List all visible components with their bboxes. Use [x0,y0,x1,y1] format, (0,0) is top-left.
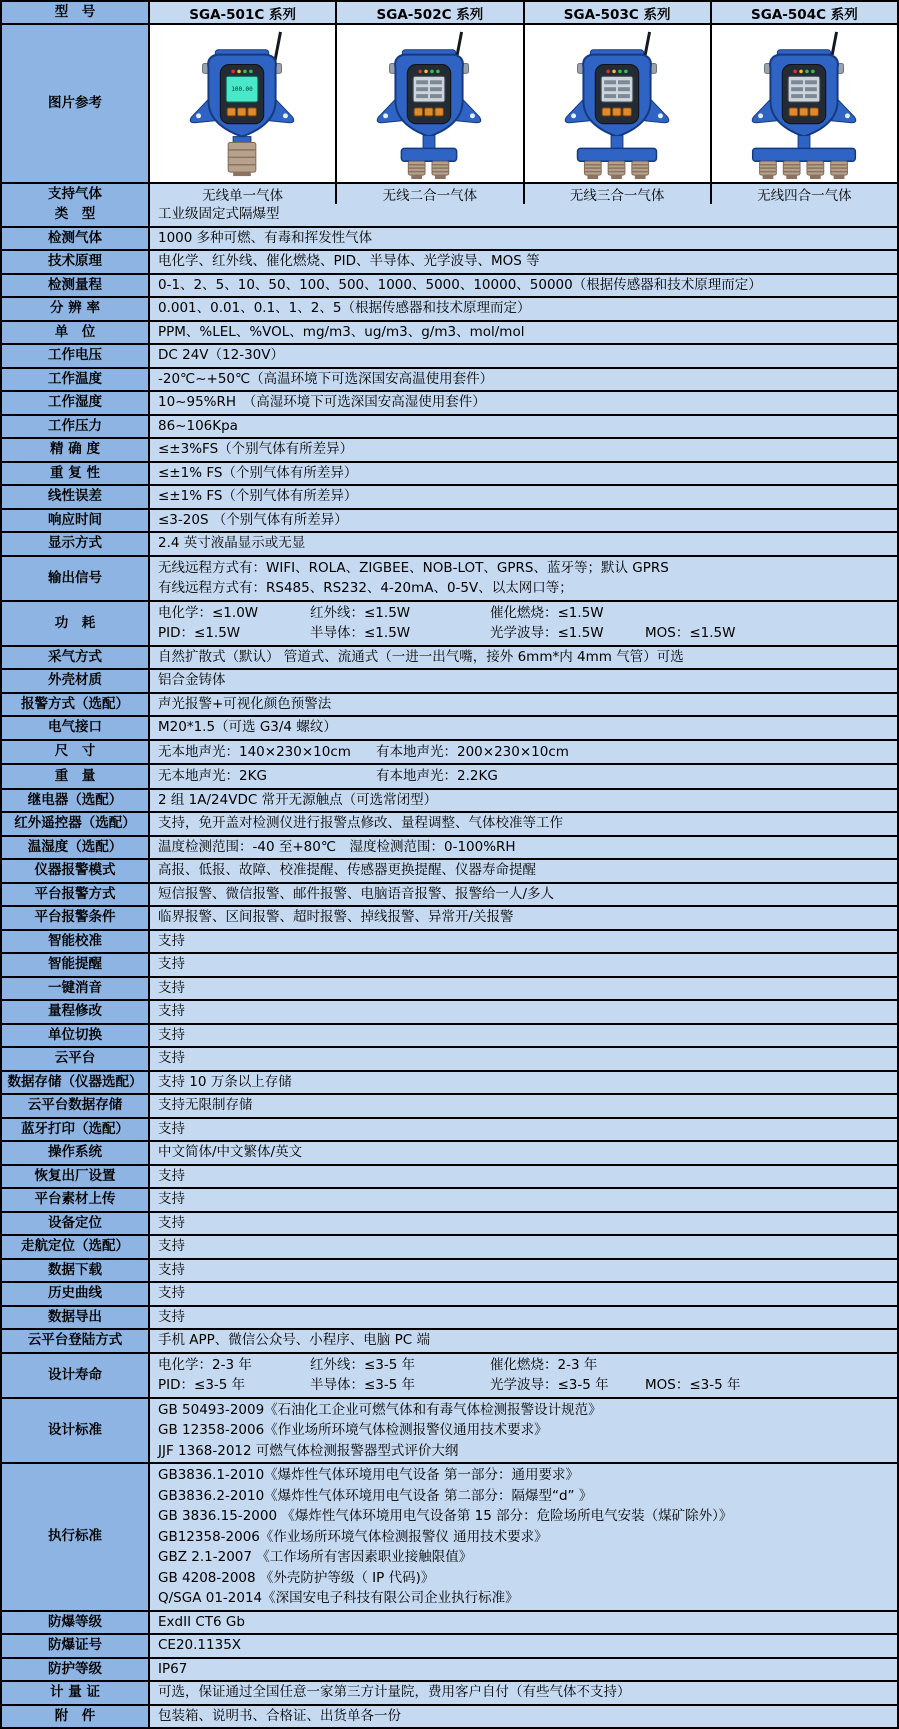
table-row [2,952,897,976]
row-value-text: 高报、低报、故障、校准提醒、传感器更换提醒、仪器寿命提醒 [158,862,536,878]
row-label: 恢复出厂设置 [2,1166,150,1188]
table-row [2,811,897,835]
row-value [150,1048,897,1070]
row-label: 云平台登陆方式 [2,1330,150,1352]
row-value-text: 手机 APP、微信公众号、小程序、电脑 PC 端 [158,1332,430,1348]
row-value-line [158,1375,891,1396]
row-value-segment: 电化学：≤1.0W [158,604,259,621]
row-label: 单位切换 [2,1025,150,1047]
support-gas-row [2,182,897,204]
row-value-text: 2.4 英寸液晶显示或无显 [158,535,306,551]
table-row [2,858,897,882]
row-value-text: 中文简体/中文繁体/英文 [158,1144,303,1160]
table-row [2,461,897,485]
row-value-text: 自然扩散式（默认） 管道式、流通式（一进一出气嘴，接外 6mm*内 4mm 气管）可选 [158,648,684,665]
row-label: 设计寿命 [2,1354,150,1397]
row-value-text: ExdII CT6 Gb [158,1613,245,1630]
row-value [150,1166,897,1188]
table-row [2,343,897,367]
row-value [150,931,897,953]
table-row [2,1164,897,1188]
table-row [2,1704,897,1728]
row-value-segment: 光学波导：≤3-5 年 [490,1377,609,1393]
row-value-segment: 半导体：≤3-5 年 [310,1377,416,1393]
table-row [2,668,897,692]
row-label: 工作电压 [2,345,150,367]
row-label: 云平台 [2,1048,150,1070]
row-value-segment: PID：≤1.5W [158,625,241,641]
row-value-segment: PID：≤3-5 年 [158,1377,246,1393]
row-label: 数据下载 [2,1260,150,1282]
row-value-segment: 催化燃烧：≤1.5W [490,604,604,621]
row-label: 云平台数据存储 [2,1095,150,1117]
support-gas-cell: 无线三合一气体 [523,184,710,204]
row-value-line: GB 50493-2009《石油化工企业可燃气体和有毒气体检测报警设计规范》 [158,1401,602,1418]
row-value-line: 有线远程方式有：RS485、RS232、4-20mA、0-5V、以太网口等； [158,580,573,596]
table-row [2,1305,897,1329]
table-row [2,273,897,297]
row-value [150,416,897,438]
row-value [150,533,897,555]
row-label: 分 辨 率 [2,298,150,320]
row-value-text: 支持无限制存储 [158,1097,253,1113]
table-row [2,1633,897,1657]
row-value [150,439,897,461]
row-value-text: ≤±1% FS（个别气体有所差异） [158,488,358,504]
table-header-row [2,2,897,23]
gas-detector-icon [337,26,522,181]
row-value-line: GB 3836.15-2000 《爆炸性气体环境用电气设备第 15 部分：危险场所电气安装（煤矿除外）》 [158,1508,733,1524]
row-label: 量程修改 [2,1001,150,1023]
row-value-line: GB3836.1-2010《爆炸性气体环境用电气设备 第一部分：通用要求》 [158,1467,579,1483]
product-image-sga-502c [335,25,522,182]
row-value-line: 无线远程方式有：WIFI、ROLA、ZIGBEE、NOB-LOT、GPRS、蓝牙等；默认 GPRS [158,559,669,576]
table-row [2,367,897,391]
row-value [150,1142,897,1164]
row-value-line: GB 12358-2006《作业场所环境气体检测报警仪通用技术要求》 [158,1422,548,1438]
row-value-line: GBZ 2.1-2007 《工作场所有害因素职业接触限值》 [158,1549,473,1565]
row-value [150,486,897,508]
row-label: 线性误差 [2,486,150,508]
table-row [2,414,897,438]
row-value [150,1612,897,1634]
row-value [150,392,897,414]
product-image-sga-503c [523,25,710,182]
row-value-text: 支持 [158,1191,185,1207]
row-value-text: 0-1、2、5、10、50、100、500、1000、5000、10000、50000（根据传感器和技术原理而定） [158,276,762,293]
row-value-text: 可选，保证通过全国任意一家第三方计量院，费用客户自付（有些气体不支持） [158,1684,631,1700]
row-value-text: 支持 [158,979,185,996]
row-value-text: 支持 [158,932,185,949]
row-label: 重 复 性 [2,463,150,485]
table-row [2,1352,897,1397]
row-value-text: M20*1.5（可选 G3/4 螺纹） [158,719,337,735]
row-value-text: ≤±1% FS（个别气体有所差异） [158,464,358,481]
spec-rows [2,204,897,1727]
row-value [150,954,897,976]
table-row [2,763,897,788]
row-value [150,765,897,788]
header-model-cells [150,2,897,23]
row-label: 红外遥控器（选配） [2,813,150,835]
table-row [2,1046,897,1070]
row-value-segment: 红外线：≤1.5W [310,604,411,621]
row-value-segment: 电化学：2-3 年 [158,1356,252,1373]
row-value [150,1072,897,1094]
row-value-text: 1000 多种可燃、有毒和挥发性气体 [158,229,373,246]
row-value-text: 铝合金铸体 [158,672,226,688]
table-row [2,320,897,344]
row-label: 计 量 证 [2,1682,150,1704]
row-value-text: 包装箱、说明书、合格证、出货单各一份 [158,1707,401,1724]
table-row [2,976,897,1000]
table-row [2,1140,897,1164]
table-row [2,999,897,1023]
table-row [2,600,897,645]
row-value-text: 2 组 1A/24VDC 常开无源触点（可选常闭型） [158,791,438,808]
row-value-text: 86~106Kpa [158,417,238,434]
row-label: 输出信号 [2,557,150,600]
row-value [150,717,897,739]
table-row [2,1328,897,1352]
row-label: 附 件 [2,1706,150,1728]
row-value-text: 支持 [158,1120,185,1137]
row-value-line [158,1355,891,1376]
row-value-line: GB12358-2006《作业场所环境气体检测报警仪 通用技术要求》 [158,1528,548,1545]
row-label: 工作压力 [2,416,150,438]
row-label: 平台报警条件 [2,907,150,929]
row-label: 设备定位 [2,1213,150,1235]
table-row [2,1211,897,1235]
row-value-text: 支持 10 万条以上存储 [158,1073,292,1090]
svg-text:100.00: 100.00 [231,87,253,94]
row-value [150,1189,897,1211]
row-label: 检测量程 [2,275,150,297]
row-label: 仪器报警模式 [2,860,150,882]
table-row [2,531,897,555]
row-value [150,1119,897,1141]
row-value [150,1635,897,1657]
row-label: 平台报警方式 [2,884,150,906]
table-row [2,1117,897,1141]
table-row [2,645,897,669]
row-label: 防爆证号 [2,1635,150,1657]
row-value [150,251,897,273]
row-label: 历史曲线 [2,1283,150,1305]
row-label: 数据存储（仪器选配） [2,1072,150,1094]
row-value-text: ≤±3%FS（个别气体有所差异） [158,441,354,457]
row-label: 蓝牙打印（选配） [2,1119,150,1141]
row-value-text: 支持 [158,1026,185,1043]
row-value [150,1354,897,1397]
row-value-text: 支持 [158,1285,185,1301]
table-row [2,1610,897,1634]
row-value-segment: 半导体：≤1.5W [310,625,411,641]
row-value [150,1307,897,1329]
row-value-line: GB3836.2-2010《爆炸性气体环境用电气设备 第二部分：隔爆型“d” 》 [158,1487,593,1504]
table-row [2,1281,897,1305]
header-model-cell: SGA-502C 系列 [335,2,522,23]
row-value-text: CE20.1135X [158,1637,242,1653]
row-label: 走航定位（选配） [2,1236,150,1258]
row-value [150,1330,897,1352]
row-value-segment: 催化燃烧：2-3 年 [490,1356,598,1373]
row-value-segment: 光学波导：≤1.5W [490,625,604,641]
row-label: 功 耗 [2,602,150,645]
table-row [2,204,897,226]
row-value-text: 支持 [158,1003,185,1019]
row-value-text: 支持 [158,1214,185,1231]
table-row [2,929,897,953]
row-label: 继电器（选配） [2,790,150,812]
table-row [2,1234,897,1258]
image-row-label: 图片参考 [2,25,150,182]
row-value [150,322,897,344]
row-value [150,1706,897,1728]
support-gas-cell: 无线四合一气体 [710,184,897,204]
row-value [150,557,897,600]
table-row [2,1070,897,1094]
row-value-text: -20℃~+50℃（高温环境下可选深国安高温使用套件） [158,370,494,387]
row-value [150,204,897,226]
row-label: 报警方式（选配） [2,694,150,716]
row-value-segment: 有本地声光：2.2KG [376,768,498,784]
row-value-line [158,603,891,624]
table-row [2,1093,897,1117]
row-label: 防护等级 [2,1659,150,1681]
row-value [150,510,897,532]
row-value-segment: 红外线：≤3-5 年 [310,1356,416,1373]
gas-detector-icon [525,26,710,181]
row-value-line: Q/SGA 01-2014《深国安电子科技有限公司企业执行标准》 [158,1590,519,1606]
table-row [2,715,897,739]
row-value-text: ≤3-20S （个别气体有所差异） [158,511,348,528]
row-value [150,602,897,645]
row-value [150,228,897,250]
table-row [2,555,897,600]
row-label: 操作系统 [2,1142,150,1164]
table-row [2,249,897,273]
table-row [2,835,897,859]
row-label: 检测气体 [2,228,150,250]
header-model-cell: SGA-501C 系列 [150,2,335,23]
row-value [150,1682,897,1704]
row-label: 响应时间 [2,510,150,532]
row-label: 外壳材质 [2,670,150,692]
row-value-segment: 无本地声光：140×230×10cm [158,743,351,760]
row-label: 防爆等级 [2,1612,150,1634]
support-gas-cells [150,184,897,204]
row-value [150,741,897,764]
row-value-line [158,742,891,763]
row-value-text: 支持 [158,1050,185,1066]
row-value-line [158,766,891,787]
row-label: 数据导出 [2,1307,150,1329]
product-image-sga-504c [710,25,897,182]
row-label: 一键消音 [2,978,150,1000]
table-row [2,1462,897,1610]
row-value-text: 工业级固定式隔爆型 [158,206,280,222]
row-label: 温湿度（选配） [2,837,150,859]
product-image-cells [150,25,897,182]
row-value [150,1464,897,1610]
image-row [2,23,897,182]
row-value [150,837,897,859]
table-row [2,226,897,250]
row-label: 设计标准 [2,1399,150,1463]
row-value-text: 声光报警+可视化颜色预警法 [158,695,332,712]
table-row [2,788,897,812]
table-row [2,905,897,929]
row-value [150,463,897,485]
row-value [150,694,897,716]
row-value [150,1001,897,1023]
table-row [2,1680,897,1704]
row-value [150,275,897,297]
table-row [2,882,897,906]
row-value [150,1399,897,1463]
table-row [2,1187,897,1211]
header-model-cell: SGA-503C 系列 [523,2,710,23]
header-model-cell: SGA-504C 系列 [710,2,897,23]
row-value-line: JJF 1368-2012 可燃气体检测报警器型式评价大纲 [158,1442,459,1459]
row-value [150,813,897,835]
row-value [150,1236,897,1258]
row-label: 平台素材上传 [2,1189,150,1211]
row-value-text: IP67 [158,1660,188,1677]
table-row [2,1258,897,1282]
row-label: 单 位 [2,322,150,344]
row-value [150,860,897,882]
row-value [150,1025,897,1047]
gas-detector-icon [712,26,897,181]
row-label: 类 型 [2,204,150,226]
row-value-text: 支持 [158,1238,185,1254]
row-value [150,345,897,367]
row-value-text: 支持 [158,956,185,972]
row-value-line: GB 4208-2008 《外壳防护等级（ IP 代码)》 [158,1569,435,1586]
row-label: 采气方式 [2,647,150,669]
row-value-text: 支持 [158,1261,185,1278]
support-gas-label: 支持气体 [2,184,150,204]
table-row [2,296,897,320]
row-value [150,670,897,692]
table-row [2,739,897,764]
row-value [150,790,897,812]
row-label: 执行标准 [2,1464,150,1610]
row-value [150,1260,897,1282]
product-image-sga-501c [150,25,335,182]
table-row [2,484,897,508]
row-value-text: 支持，免开盖对检测仪进行报警点修改、量程调整、气体校准等工作 [158,815,563,831]
row-value [150,907,897,929]
row-value-text: 0.001、0.01、0.1、1、2、5（根据传感器和技术原理而定） [158,300,531,316]
row-value [150,369,897,391]
row-value-segment: MOS：≤3-5 年 [645,1377,741,1393]
row-label: 技术原理 [2,251,150,273]
table-row [2,390,897,414]
row-label: 工作温度 [2,369,150,391]
row-value-segment: 无本地声光：2KG [158,768,267,784]
row-value [150,647,897,669]
row-value [150,978,897,1000]
row-value [150,298,897,320]
header-model-label: 型 号 [2,2,150,23]
table-row [2,437,897,461]
support-gas-cell: 无线单一气体 [150,184,335,204]
row-value-text: 临界报警、区间报警、超时报警、掉线报警、异常开/关报警 [158,909,514,925]
row-label: 精 确 度 [2,439,150,461]
gas-detector-icon [150,26,335,181]
support-gas-cell: 无线二合一气体 [335,184,522,204]
table-row [2,1657,897,1681]
row-value-text: 温度检测范围：-40 至+80℃ 湿度检测范围：0-100%RH [158,838,516,855]
row-label: 尺 寸 [2,741,150,764]
row-value-segment: 有本地声光：200×230×10cm [376,743,569,760]
row-value-text: 电化学、红外线、催化燃烧、PID、半导体、光学波导、MOS 等 [158,253,540,269]
row-value-text: 10~95%RH （高湿环境下可选深国安高湿使用套件） [158,394,486,410]
row-value [150,884,897,906]
row-label: 电气接口 [2,717,150,739]
row-value [150,1095,897,1117]
table-row [2,508,897,532]
row-label: 智能提醒 [2,954,150,976]
row-value [150,1283,897,1305]
table-row [2,1023,897,1047]
row-value-text: 支持 [158,1308,185,1325]
table-row [2,692,897,716]
row-value-segment: MOS：≤1.5W [645,625,736,641]
row-value-text: PPM、%LEL、%VOL、mg/m3、ug/m3、g/m3、mol/mol [158,323,525,340]
table-row [2,1397,897,1463]
row-value-line [158,623,891,644]
row-label: 工作湿度 [2,392,150,414]
row-value [150,1659,897,1681]
row-label: 智能校准 [2,931,150,953]
row-label: 重 量 [2,765,150,788]
row-value-text: 支持 [158,1167,185,1184]
row-value-text: DC 24V（12-30V） [158,347,284,363]
row-label: 显示方式 [2,533,150,555]
row-value-text: 短信报警、微信报警、邮件报警、电脑语音报警、报警给一人/多人 [158,885,555,902]
row-value [150,1213,897,1235]
